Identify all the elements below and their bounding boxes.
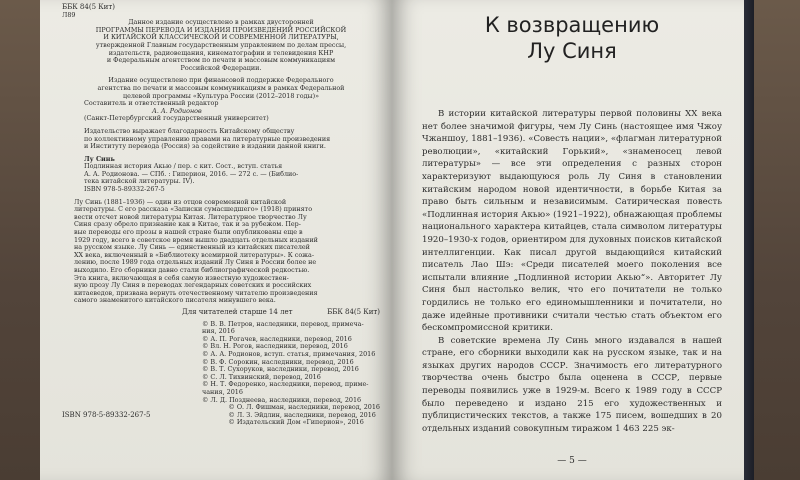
age-bbk-row [62,309,380,317]
text-line: ную прозу Лу Синя в переводах легендарных советских и российских [74,281,312,290]
text-line: © Л. З. Эйдлин, наследники, перевод, 2016 [228,410,376,419]
text-line: Подлинная история Акью / пер. с кит. Сост., вступ. статья [84,162,283,171]
text-line: © С. Л. Тихвинский, перевод, 2016 [202,372,321,381]
right-page-introduction [392,0,744,480]
text-line: вести отсчет новой литературы Китая. Литературное творчество Лу [74,212,307,221]
text-line: вые переводы его прозы в нашей стране были опубликованы еще в [74,228,303,237]
editor-role: Составитель и ответственный редактор [84,99,219,108]
text-line: © А. А. Родионов, вступ. статья, примечания, 2016 [202,349,376,358]
text-line: Издание осуществлено при финансовой поддержке Федерального [108,76,334,85]
bibliographic-record [62,163,380,186]
university-line: (Санкт-Петербургский государственный университет) [84,114,269,123]
text-line: утвержденной Главным государственным управлением по делам прессы, [95,40,347,49]
catalog-code: Л89 [62,10,76,19]
text-line: Данное издание осуществлено в рамках двусторонней [128,18,314,27]
text-line: Эта книга, включающая в себя самую известную художествен- [74,273,289,282]
text-line: Лу Синь (1881–1936) — один из отцов современной китайской [74,197,287,206]
text-line: © Л. Д. Позднеева, наследники, перевод, 2016 [202,395,362,404]
text-line: ПРОГРАММЫ ПЕРЕВОДА И ИЗДАНИЯ ПРОИЗВЕДЕНИЙ РОССИЙСКОЙ [95,25,347,34]
paragraph: В советские времена Лу Синь много издавался в нашей стране, его сборники выходили как на русском языке, так и на языках других народов СССР. Значимость его литературного творчества очень быстро была оценена в СССР, первые переводы появились уже в 1929-м. Всего к 1989 году в СССР было переведено и издано 215 его художественных и публицистических текстов, а также 175 писем, вошедших в 20 отдельных изданий совокупным тиражом 1 463 225 эк- [422,335,722,434]
author-heading: Лу Синь [84,154,115,163]
text-line: 1929 году, всего в советское время вышло двадцать отдельных изданий [74,235,318,244]
text-line: © Издательский Дом «Гиперион», 2016 [228,418,364,427]
text-line: © Н. Т. Федоренко, наследники, перевод, приме- [202,380,369,389]
text-line: © А. П. Рогачев, наследники, перевод, 2016 [202,334,352,343]
text-line: выходило. Его сборники давно стали библиографической редкостью. [74,266,310,274]
editor-name: А. А. Родионов [152,106,202,115]
chapter-title-line-1: К возвращению [484,13,660,37]
text-line: © В. В. Петров, наследники, перевод, примеча- [202,319,364,328]
chapter-body [422,108,722,435]
text-line: © В. Т. Сухоруков, наследники, перевод, 2016 [202,365,359,374]
publication-note [62,19,380,72]
text-line: И КИТАЙСКОЙ КЛАССИЧЕСКОЙ И СОВРЕМЕННОЙ ЛИТЕРАТУРЫ, [103,33,339,42]
text-line: на русском языке. Лу Синь — единственный из китайских писателей [74,243,310,252]
thanks-note [62,128,380,151]
text-line: агентства по печати и массовым коммуникациям в рамках Федеральной [97,83,345,92]
chapter-title [422,12,722,64]
funding-note [62,77,380,100]
text-line: издательств, радиовещания, кинематографии и телевидения КНР [108,48,334,57]
text-line: Российской Федерации. [180,63,262,72]
paragraph: В истории китайской литературы первой половины XX века нет более значимой фигуры, чем Лу Синь (настоящее имя Чжоу Чжаншоу, 1881–1936). «Совесть нации», «флагман литературной революции», «китайский Горький», «знаменосец левой литературы» — все эти определения с разных сторон характеризуют выдающуюся роль Лу Синя в становлении китайским народом новой идентичности, в борьбе Китая за право быть сильным и независимым. Сатирическая повесть «Подлинная история Акью» (1921–1922), обнажающая проблемы национального характера китайцев, стала символом литературы 1920–1930-х годов, ориентиром для духовных поисков китайской интеллигенции. Как писал другой выдающийся китайский писатель Лао Шэ: «Среди писателей моего поколения все испытали влияние „Подлинной истории Акью“». Авторитет Лу Синя был настолько велик, что его почитатели не только гордились не только его единомышленники и почитатели, но даже идейные противники считали честью стать объектом его бескомпромиссной критики. [422,109,722,334]
page-number: — 5 — [557,456,587,466]
open-book [40,0,760,480]
copyright-credits-last [228,404,380,427]
text-line: по коллективному управлению правами на литературные произведения [84,134,331,143]
text-line: А. А. Родионова. — СПб. : Гиперион, 2016. — 272 с. — (Библио- [84,169,299,178]
book-cover-edge [744,0,754,480]
text-line: © Вл. Н. Рогов, наследники, перевод, 2016 [202,342,348,351]
text-line: © В. Ф. Сорокин, наследники, перевод, 2016 [202,357,354,366]
text-line: ния, 2016 [202,327,235,336]
text-line: китаеведов, призвана вернуть отечественному читателю произведения [74,288,318,297]
bbk-code-bottom: ББК 84(5 Кит) [327,307,380,316]
text-line: целевой программы «Культура России (2012–2018 годы)» [122,91,320,100]
left-page-imprint [40,0,392,480]
text-line: чания, 2016 [202,387,243,396]
isbn-main: ISBN 978-5-89332-267-5 [84,185,165,194]
bbk-code-top: ББК 84(5 Кит) [62,3,115,11]
text-line: и Федеральным агентством по печати и массовым коммуникациям [106,56,336,65]
text-line: лению, после 1989 года отдельных изданий Лу Синя в России более не [74,258,317,267]
text-line: самого знаменитого китайского писателя минувшего века. [74,296,276,305]
isbn-credits-row [62,404,380,427]
copyright-credits [62,321,380,405]
text-line: и Институту перевода (Россия) за содействие в издании данной книги. [84,142,326,151]
text-line: Синя сразу обрело признание как в Китае, так и за рубежом. Пер- [74,220,301,229]
text-line: XX века, включенный в «Библиотеку всемирной литературы». К сожа- [74,250,315,259]
text-line: © О. Л. Фишман, наследники, перевод, 2016 [228,403,380,412]
readers-age: Для читателей старше 14 лет [182,307,293,316]
text-line: Издательство выражает благодарность Китайскому обществу [84,126,295,135]
chapter-title-line-2: Лу Синя [527,39,617,63]
book-annotation [62,199,380,305]
text-line: литературы. С его рассказа «Записки сумасшедшего» (1918) принято [74,205,313,214]
text-line: тека китайской литературы. IV). [84,177,195,186]
isbn-bottom: ISBN 978-5-89332-267-5 [62,411,151,420]
